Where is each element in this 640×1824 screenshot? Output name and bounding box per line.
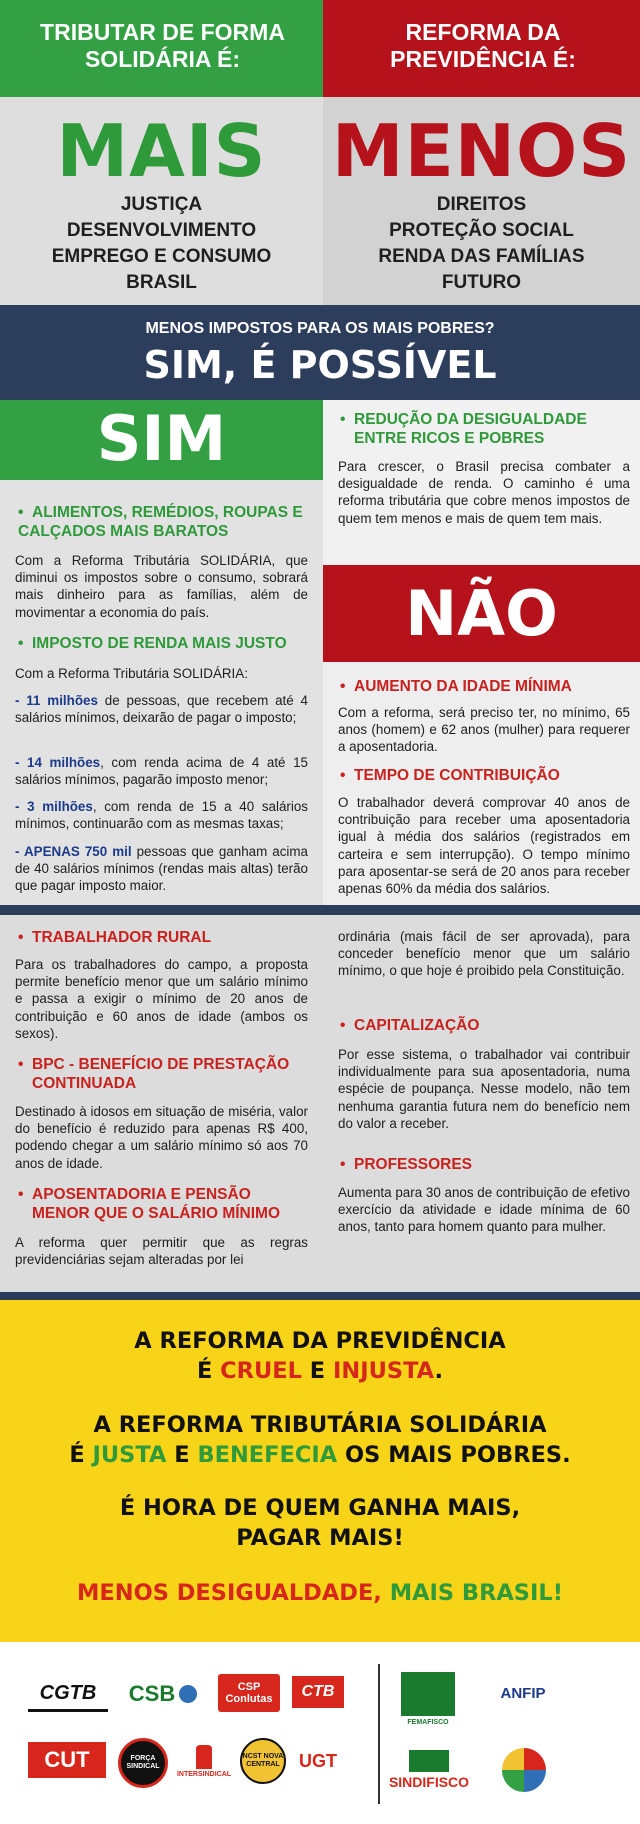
sim-text-3: Para crescer, o Brasil precisa combater a desigualdade de renda. O caminho é uma reforma tributária que cobre menos impostos de quem tem menos e mais de quem tem mais. (338, 459, 630, 526)
lower-heading-4: • CAPITALIZAÇÃO (340, 1017, 480, 1034)
nao-label: NÃO (405, 577, 558, 650)
lower-heading-3: • APOSENTADORIA E PENSÃO MENOR QUE O SALÁRIO MÍNIMO (18, 1186, 280, 1222)
nao-heading-2: • TEMPO DE CONTRIBUIÇÃO (340, 767, 560, 784)
lower-text-4: Por esse sistema, o trabalhador vai contribuir individualmente para sua aposentadoria, numa espécie de poupança. Nesse modelo, não tem nenhuma garantia futura nem do benefício nem do valor a receber. (338, 1047, 630, 1131)
mais-list (0, 192, 323, 296)
lower-text-2: Destinado à idosos em situação de miséria, valor do benefício é reduzido para apenas R$ 400, podendo chegar a um salário mínimo só aos 70 anos de idade. (15, 1104, 308, 1171)
mais-item: BRASIL (126, 272, 197, 293)
menos-item: DIREITOS (436, 194, 527, 215)
logos-area (0, 1642, 640, 1824)
forca-sindical-logo: FORÇA SINDICAL (118, 1738, 168, 1788)
menos-item: RENDA DAS FAMÍLIAS (378, 246, 585, 267)
sindifisco-mark-icon (409, 1750, 449, 1772)
lower-text-5: Aumenta para 30 anos de contribuição de efetivo exercício da atividade e idade mínima de 60 anos, tanto para homem quanto para mulher. (338, 1185, 630, 1235)
sim-heading-2: • IMPOSTO DE RENDA MAIS JUSTO (18, 635, 287, 652)
header-right-title: REFORMA DA PREVIDÊNCIA É: (390, 19, 576, 72)
sim-heading-1: • ALIMENTOS, REMÉDIOS, ROUPAS E CALÇADOS MAIS BARATOS (18, 504, 303, 540)
mais-item: JUSTIÇA (120, 194, 203, 215)
ugt-logo: UGT (299, 1750, 337, 1771)
lower-text-1: Para os trabalhadores do campo, a proposta permite benefício menor que um salário mínimo e passa a exigir o mínimo de 20 anos de contribuição e 60 anos de idade (ambos os sexos). (15, 957, 308, 1041)
sim-text-1: Com a Reforma Tributária SOLIDÁRIA, que diminui os impostos sobre o consumo, sobrará mais dinheiro para as famílias, além de movimentar a economia do país. (15, 553, 308, 620)
csb-logo: CSB (118, 1674, 208, 1714)
menos-item: PROTEÇÃO SOCIAL (389, 220, 574, 241)
banner-question: MENOS IMPOSTOS PARA OS MAIS POBRES? (145, 320, 495, 337)
lower-heading-1: • TRABALHADOR RURAL (18, 929, 212, 946)
femafisco-logo: FEMAFISCO (396, 1668, 460, 1730)
closing-paragraph-3: É HORA DE QUEM GANHA MAIS, PAGAR MAIS! (119, 1495, 521, 1551)
closing-paragraph-2: A REFORMA TRIBUTÁRIA SOLIDÁRIA É JUSTA E BENEFECIA OS MAIS POBRES. (69, 1412, 571, 1468)
closing-paragraph-1: A REFORMA DA PREVIDÊNCIA É CRUEL E INJUSTA. (134, 1328, 506, 1384)
lower-text-3: A reforma quer permitir que as regras previdenciárias sejam alteradas por lei (15, 1235, 308, 1268)
banner-answer: SIM, É POSSÍVEL (143, 343, 497, 387)
header-left-title: TRIBUTAR DE FORMA SOLIDÁRIA É: (40, 19, 285, 72)
intersindical-logo: INTERSINDICAL (176, 1738, 232, 1784)
lower-heading-5: • PROFESSORES (340, 1156, 472, 1173)
sim-list-item: - APENAS 750 mil pessoas que ganham acima de 40 salários mínimos (rendas mais altas) terão que pagar imposto maior. (15, 844, 308, 894)
csb-globe-icon (179, 1685, 197, 1703)
ctb-logo: CTB (292, 1676, 344, 1708)
femafisco-mark-icon (401, 1672, 455, 1716)
ncst-logo: NCST NOVA CENTRAL (240, 1738, 286, 1784)
mais-title: MAIS (56, 109, 267, 193)
sim-list-item: - 11 milhões de pessoas, que recebem até 4 salários mínimos, deixarão de pagar o imposto; (15, 693, 308, 726)
sim-heading-3: • REDUÇÃO DA DESIGUALDADE ENTRE RICOS E POBRES (340, 411, 587, 447)
intersindical-fist-icon (196, 1745, 212, 1769)
closing-slogan: MENOS DESIGUALDADE, MAIS BRASIL! (77, 1580, 563, 1606)
menos-item: FUTURO (441, 272, 522, 293)
sindifisco-logo: SINDIFISCO (390, 1746, 468, 1794)
sim-list-item: - 14 milhões, com renda acima de 4 até 15 salários mínimos, pagarão imposto menor; (15, 755, 308, 788)
mais-item: DESENVOLVIMENTO (66, 220, 257, 241)
anfip-logo: ANFIP (500, 1684, 546, 1702)
cut-logo: CUT (28, 1742, 106, 1778)
menos-title: MENOS (331, 109, 632, 193)
cgtb-logo: CGTB (28, 1678, 108, 1712)
lower-text-3-cont: ordinária (mais fácil de ser aprovada), para conceder benefício menor que um salário mínimo, o que hoje é proibido pela Constituição. (338, 929, 630, 979)
csp-logo: CSP Conlutas (218, 1674, 280, 1712)
sim-text-2-intro: Com a Reforma Tributária SOLIDÁRIA: (15, 666, 248, 681)
logos-divider (378, 1664, 380, 1804)
sim-label: SIM (96, 402, 227, 475)
lower-heading-2: • BPC - BENEFÍCIO DE PRESTAÇÃO CONTINUADA (18, 1056, 290, 1092)
menos-list (323, 192, 640, 296)
partner-logo-icon (502, 1748, 546, 1792)
nao-heading-1: • AUMENTO DA IDADE MÍNIMA (340, 678, 572, 695)
mais-item: EMPREGO E CONSUMO (51, 246, 272, 267)
nao-text-1: Com a reforma, será preciso ter, no mínimo, 65 anos (homem) e 62 anos (mulher) para requerer a aposentadoria. (338, 705, 630, 755)
sim-list-item: - 3 milhões, com renda de 15 a 40 salários mínimos, continuarão com as mesmas taxas; (15, 799, 308, 832)
nao-text-2: O trabalhador deverá comprovar 40 anos de contribuição para receber uma aposentadoria igual à média dos salários (registrados em carteira e sem interrupção). O tempo mínimo para aposentar-se será de 20 anos para receber apenas 60% da média dos salários. (338, 795, 630, 897)
